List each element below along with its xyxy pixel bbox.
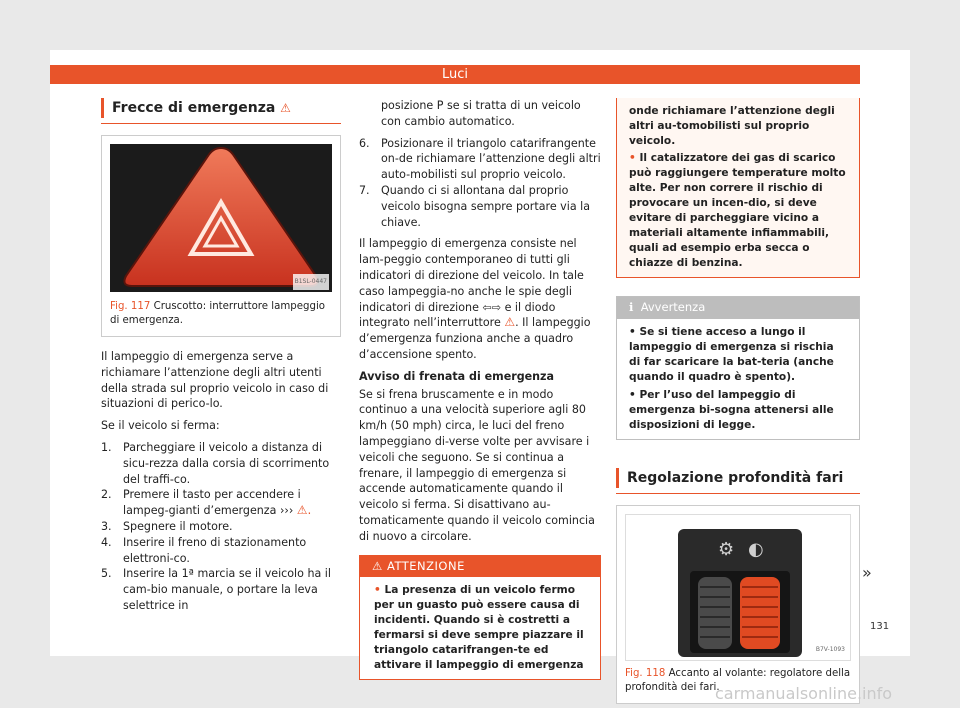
notice-header: ℹ Avvertenza [617,297,859,319]
section-headlight [616,468,860,494]
page-header: Luci [50,65,860,84]
section-rule [616,493,860,494]
notice-body [617,319,859,439]
bullet-icon: • [629,152,636,164]
bullet-icon: • [374,584,381,597]
figure-118-image [625,514,851,661]
section-title-headlight: Regolazione profondità fari [616,468,860,488]
figure-code: B1SL-0447 [293,274,329,290]
notice-box [616,296,860,440]
continue-mark: » [862,563,872,582]
hazard-triangle-icon: ⚠ [504,315,516,330]
column-2 [359,98,601,680]
figure-code: B7V-1093 [814,642,847,658]
list-item: 4. Inserire il freno di stazionamento elettroni-co. [101,535,307,565]
emergency-brake-paragraph: Se si frena bruscamente e in modo continuo a una velocità superiore agli 80 km/h (50 mph) circa, le luci del freno lampeggiano di-verse volte per avvisare i veicoli che seguono. Se si continua a frenare, il lampeggio di emergenza si accende automaticamente quando il veicolo si ferma. Si disattivano au-tomaticamente quando il veicolo comincia di nuovo a circolare. [359,387,595,543]
turn-signal-arrows-icon: ⇦⇨ [482,300,502,314]
list-item: 2. Premere il tasto per accendere i lampeg-gianti d’emergenza ››› ⚠. [101,488,312,518]
attention-box-continued: onde richiamare l’attenzione degli altri au-tomobilisti sul proprio veicolo. • Il catalizzatore dei gas di scarico può raggiungere temperature molto alte. Per non correre il rischio di provocare un incen-dio, si deve evitare di parcheggiare vicino a materiali altamente infiammabili, quali ad esempio erba secca o chiazze di benzina. [616,98,860,278]
attention-body: • La presenza di un veicolo fermo per un guasto può essere causa di incidenti. Quando si è costretti a fermarsi si deve sempre piazzare il triangolo catarifrangen-te ed attivare il lampeggio di emergenza [360,577,600,679]
list-item: 5. Inserire la 1ª marcia se il veicolo ha il cam-bio manuale, o portare la leva selettrice in [101,567,331,612]
watermark: carmanualsonline.info [715,684,893,703]
subheading-emergency-brake: Avviso di frenata di emergenza [359,369,554,383]
section-rule [101,123,341,124]
svg-text:◐: ◐ [748,538,764,560]
headlight-regulator-illustration [626,515,851,660]
hazard-triangle-icon: ⚠. [296,503,312,518]
figure-caption: Fig. 118 Accanto al volante: regolatore della profondità dei fari. [625,667,851,693]
stopped-label: Se il veicolo si ferma: [101,419,220,433]
warning-icon: ⚠ [372,558,383,573]
figure-117 [101,135,341,337]
list-item: • Se si tiene acceso a lungo il lampeggio di emergenza si rischia di far scaricare la bat-teria (anche quando il quadro è spento). [629,325,834,383]
hazard-description: Il lampeggio di emergenza consiste nel lam-peggio contemporaneo di tutti gli indicatori di direzione del veicolo. In tale caso lampeggia-no anche le spie degli indicatori di direzione ⇦⇨ e il diodo integrato nell’interruttore ⚠. Il lampeggio d’emergenza funziona anche a quadro d’accensione spento. [359,237,591,361]
figure-caption: Fig. 117 Cruscotto: interruttore lampeggio di emergenza. [110,301,326,326]
list-item: 7. Quando ci si allontana dal proprio veicolo bisogna sempre portare via la chiave. [359,183,591,229]
svg-text:⚙: ⚙ [718,538,735,560]
page-number: 131 [870,621,890,632]
info-icon: ℹ [629,300,634,314]
column-3 [616,98,860,704]
list-item: • Per l’uso del lampeggio di emergenza bi-sogna attenersi alle disposizioni di legge. [629,388,834,431]
hazard-switch-illustration [110,144,332,292]
step5-continued: posizione P se si tratta di un veicolo con cambio automatico. [381,99,581,128]
attention-header: ⚠ ATTENZIONE [360,556,600,578]
hazard-triangle-icon: ⚠ [280,101,291,115]
figure-118 [616,505,860,704]
intro-paragraph: Il lampeggio di emergenza serve a richiamare l’attenzione degli altri utenti della strada sul proprio veicolo in caso di situazioni di perico-lo. [101,350,329,411]
steps-list-cont [359,136,601,231]
list-item: 3. Spegnere il motore. [101,519,233,533]
section-title-hazard: Frecce di emergenza ⚠ [101,98,341,118]
attention-box [359,555,601,681]
column-1 [101,98,341,620]
figure-117-image [110,144,332,292]
list-item: 6. Posizionare il triangolo catarifrangente on-de richiamare l’attenzione degli altri auto-mobilisti sul proprio veicolo. [359,136,601,182]
list-item: 1. Parcheggiare il veicolo a distanza di sicu-rezza dalla corsia di scorrimento del traffi-co. [101,440,330,486]
steps-list [101,440,341,614]
